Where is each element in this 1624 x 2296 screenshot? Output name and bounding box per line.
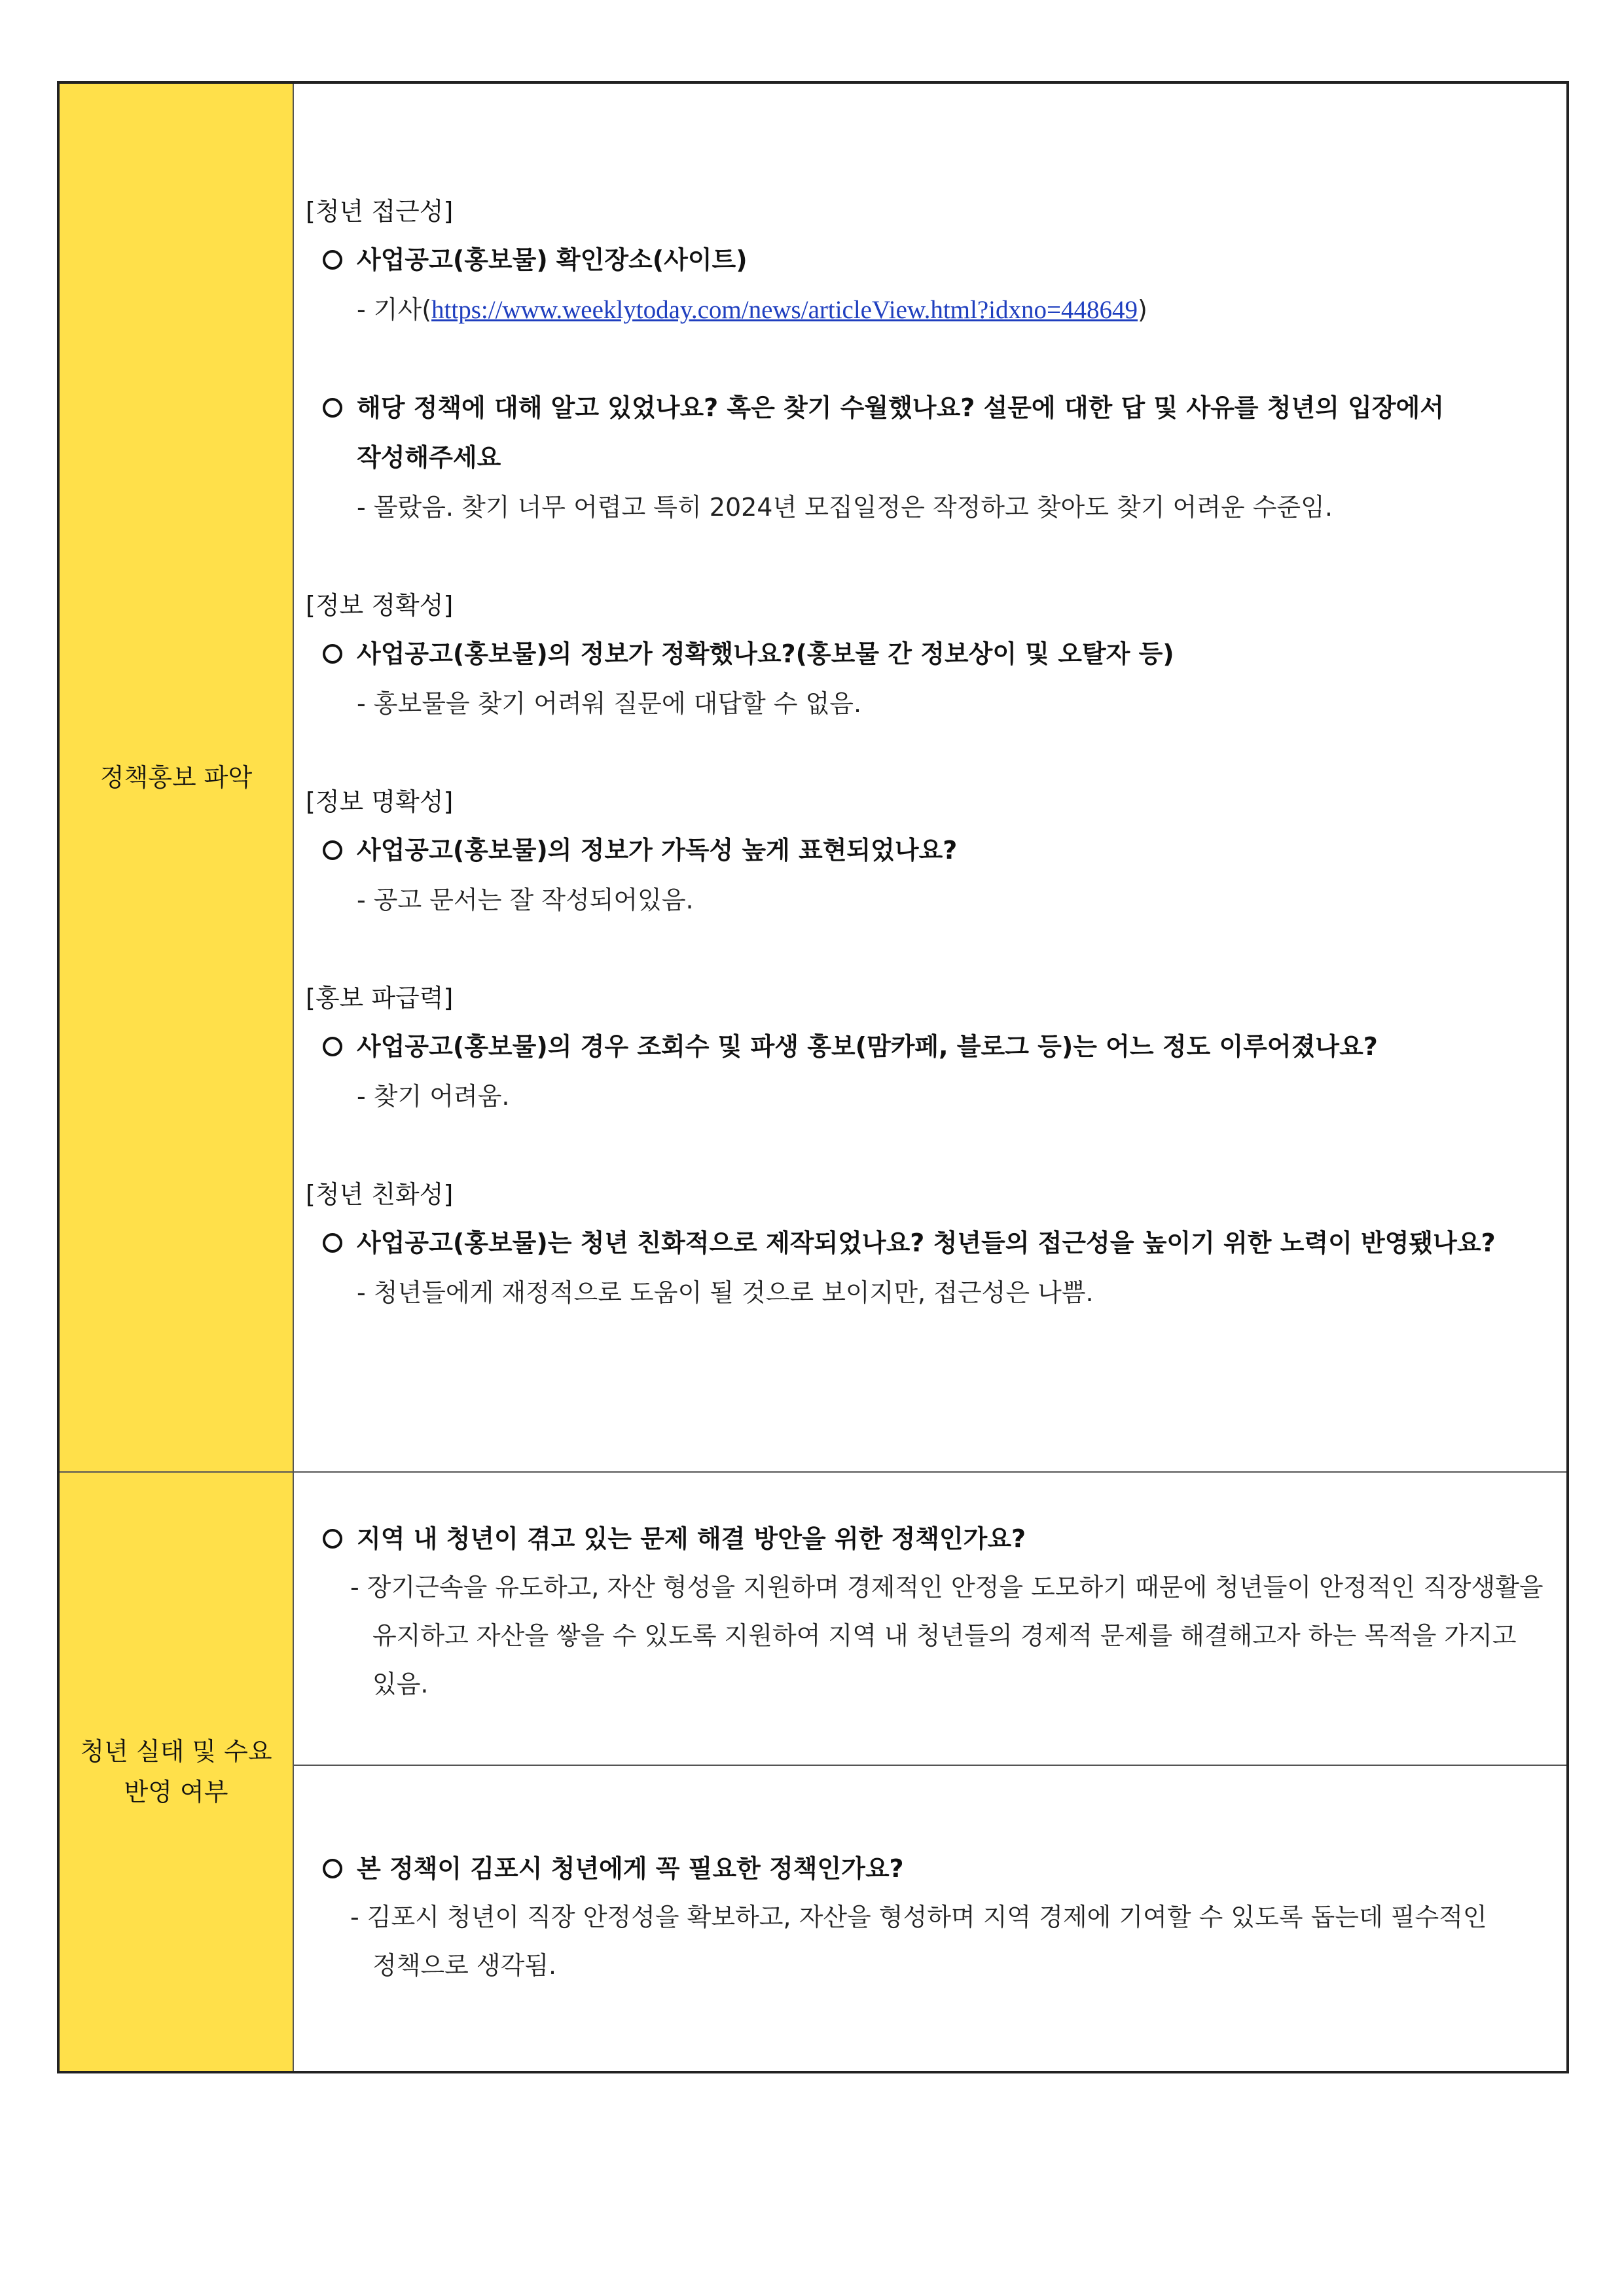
circle-bullet-icon [323, 398, 342, 418]
circle-bullet-icon [323, 250, 342, 270]
section-content-local-issue [293, 1472, 1568, 1765]
answer-text-cont: 유지하고 자산을 쌓을 수 있도록 지원하여 지역 내 청년들의 경제적 문제를 해결해고자 하는 목적을 가지고 [372, 1621, 1517, 1650]
circle-bullet-icon [323, 1859, 342, 1878]
circle-bullet-icon [323, 1233, 342, 1253]
section-content-necessity [293, 1765, 1568, 2072]
answer-prefix: - 기사( [357, 295, 432, 324]
section-label-youth-needs [58, 1472, 293, 2072]
circle-bullet-icon [323, 644, 342, 664]
circle-bullet-icon [323, 1037, 342, 1056]
question-item [323, 834, 957, 867]
answer-suffix: ) [1137, 295, 1147, 324]
question-item [323, 1852, 904, 1885]
question-text: 해당 정책에 대해 알고 있었나요? 혹은 찾기 수월했나요? 설문에 대한 답 및 사유를 청년의 입장에서 [357, 393, 1444, 422]
answer-text: - 찾기 어려움. [357, 1082, 510, 1111]
question-text: 본 정책이 김포시 청년에게 꼭 필요한 정책인가요? [357, 1854, 904, 1883]
circle-bullet-icon [323, 1529, 342, 1549]
group-heading: [청년 친화성] [306, 1180, 454, 1209]
question-item [323, 1030, 1378, 1063]
section-content-policy-promotion [293, 82, 1568, 1472]
group-heading: [청년 접근성] [306, 197, 454, 226]
answer-text: - 김포시 청년이 직장 안정성을 확보하고, 자산을 형성하며 지역 경제에 기여할 수 있도록 돕는데 필수적인 [350, 1903, 1487, 1931]
section-label-text: 청년 실태 및 수요 [80, 1737, 272, 1766]
group-heading: [정보 명확성] [306, 787, 454, 816]
answer-text: - 공고 문서는 잘 작성되어있음. [357, 886, 694, 914]
question-item [323, 637, 1174, 670]
group-heading: [정보 정확성] [306, 591, 454, 620]
question-item [323, 1522, 1026, 1555]
answer-text-cont: 있음. [372, 1670, 429, 1698]
question-text: 사업공고(홍보물)의 정보가 가독성 높게 표현되었나요? [357, 836, 958, 865]
question-text: 사업공고(홍보물) 확인장소(사이트) [357, 245, 748, 274]
circle-bullet-icon [323, 840, 342, 860]
question-text: 지역 내 청년이 겪고 있는 문제 해결 방안을 위한 정책인가요? [357, 1524, 1026, 1553]
answer-text: - 청년들에게 재정적으로 도움이 될 것으로 보이지만, 접근성은 나쁨. [357, 1278, 1094, 1307]
answer-text: - 홍보물을 찾기 어려워 질문에 대답할 수 없음. [357, 689, 862, 718]
section-label-text: 정책홍보 파악 [99, 763, 253, 792]
question-item [323, 391, 1444, 424]
question-text: 사업공고(홍보물)의 정보가 정확했나요?(홍보물 간 정보상이 및 오탈자 등) [357, 639, 1174, 668]
answer-text [357, 293, 1147, 327]
section-label-text: 반영 여부 [124, 1778, 228, 1806]
question-text: 사업공고(홍보물)의 경우 조회수 및 파생 홍보(맘카페, 블로그 등)는 어느 정도 이루어졌나요? [357, 1032, 1378, 1061]
answer-text-cont: 정책으로 생각됨. [372, 1951, 557, 1980]
article-link[interactable]: https://www.weeklytoday.com/news/articleView.html?idxno=448649 [431, 296, 1138, 324]
evaluation-table [57, 81, 1569, 2073]
answer-text: - 장기근속을 유도하고, 자산 형성을 지원하며 경제적인 안정을 도모하기 때문에 청년들이 안정적인 직장생활을 [350, 1573, 1543, 1602]
group-heading: [홍보 파급력] [306, 984, 454, 1013]
question-text-cont: 작성해주세요 [357, 443, 501, 472]
question-item [323, 243, 748, 276]
question-item [323, 1227, 1496, 1259]
question-text: 사업공고(홍보물)는 청년 친화적으로 제작되었나요? 청년들의 접근성을 높이기 위한 노력이 반영됐나요? [357, 1229, 1496, 1257]
answer-text: - 몰랐음. 찾기 너무 어렵고 특히 2024년 모집일정은 작정하고 찾아도 찾기 어려운 수준임. [357, 493, 1333, 522]
section-label-policy-promotion [58, 82, 293, 1472]
